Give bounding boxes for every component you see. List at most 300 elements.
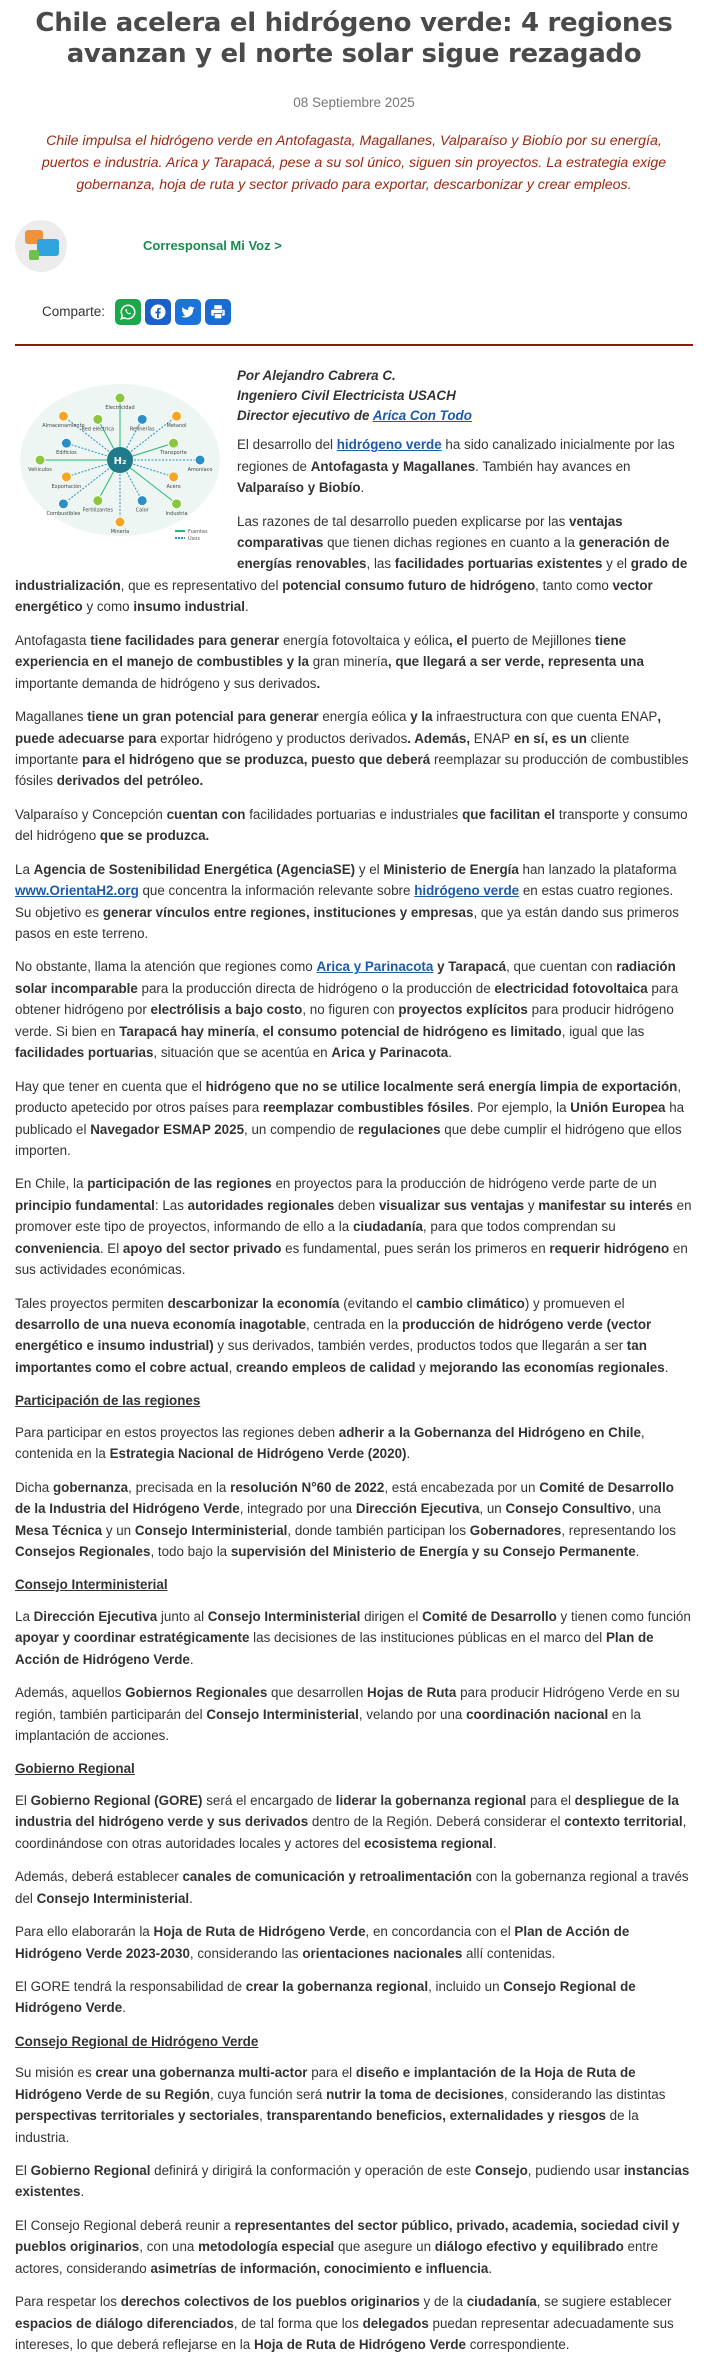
emphasis-text: principio fundamental — [15, 1197, 155, 1213]
body-text: es fundamental, pues serán los primeros en — [281, 1240, 550, 1256]
paragraph — [15, 1076, 693, 1162]
body-text: en promover este tipo de proyectos, informando de ello a la — [15, 1197, 692, 1235]
body-text: , todo bajo la — [150, 1543, 231, 1559]
diagram-node-label: Transporte — [160, 450, 187, 457]
inline-link[interactable]: Arica y Parinacota — [316, 959, 434, 975]
paragraph — [15, 804, 693, 847]
section-heading-gobierno-regional: Gobierno Regional — [15, 1761, 135, 1777]
emphasis-text: autoridades regionales — [187, 1197, 335, 1213]
diagram-node — [61, 472, 71, 482]
paragraph — [15, 859, 693, 945]
diagram-node-label: Exportación — [51, 483, 82, 490]
body-text: ha sido canalizado inicialmente por las regiones de — [237, 437, 675, 474]
diagram-node — [58, 499, 68, 509]
emphasis-text: representantes del sector público, privado, academia, sociedad civil y pueblos originarios — [15, 2217, 680, 2255]
emphasis-text: hidrógeno que no se utilice localmente será energía limpia de exportación — [205, 1078, 678, 1094]
body-text: Hay que tener en cuenta que el — [15, 1078, 206, 1094]
diagram-node — [172, 411, 182, 421]
emphasis-text: facilidades portuarias — [15, 1045, 154, 1061]
body-text: infraestructura con que cuenta ENAP — [436, 709, 658, 725]
emphasis-text: y la — [406, 709, 437, 725]
body-text: Tales proyectos permiten — [15, 1295, 168, 1311]
emphasis-text: Ministerio de Energía — [383, 861, 519, 877]
emphasis-text: para el hidrógeno que se produzca, puesto que deberá — [78, 751, 434, 767]
emphasis-text: Unión Europea — [570, 1100, 666, 1116]
emphasis-text: Hojas de Ruta — [367, 1685, 457, 1701]
emphasis-text: Mesa Técnica — [15, 1522, 103, 1538]
article-date: 08 Septiembre 2025 — [293, 95, 415, 111]
inline-link[interactable]: www.OrientaH2.org — [15, 883, 139, 899]
whatsapp-share-button[interactable] — [115, 299, 141, 325]
diagram-node — [172, 499, 182, 509]
emphasis-text: Gobernadores — [469, 1522, 562, 1538]
body-text: Su misión es — [15, 2065, 96, 2081]
chat-bubble-green-icon — [29, 250, 39, 260]
article-title: Chile acelera el hidrógeno verde: 4 regiones avanzan y el norte solar sigue rezagado — [35, 8, 673, 70]
body-text: , cuya función será — [209, 2086, 327, 2102]
body-text: El Consejo Regional deberá reunir a — [15, 2217, 235, 2233]
facebook-icon — [149, 303, 167, 321]
header-divider — [15, 344, 693, 346]
emphasis-text: mejorando las economías regionales — [429, 1359, 665, 1375]
author-avatar[interactable] — [15, 220, 67, 272]
hydrogen-ecosystem-svg — [15, 372, 225, 548]
emphasis-text: transparentando beneficios, externalidades y riesgos — [266, 2108, 606, 2124]
diagram-legend — [175, 529, 208, 542]
diagram-node-label: Minería — [110, 528, 130, 535]
article-body — [15, 366, 693, 2356]
body-text: , coordinándose con otras autoridades locales y actores del — [15, 1814, 687, 1851]
emphasis-text: Agencia de Sostenibilidad Energética (AgenciaSE) — [33, 861, 356, 877]
emphasis-text: , que llegará a ser verde, representa una — [387, 654, 644, 670]
body-text: que desarrollen — [267, 1685, 368, 1701]
body-text: Magallanes — [15, 709, 84, 725]
emphasis-text: derechos colectivos de los pueblos originarios — [120, 2294, 420, 2310]
diagram-center-label: H₂ — [113, 455, 127, 467]
emphasis-text: electrólisis a bajo costo — [150, 1002, 303, 1018]
byline-org-prefix: Director ejecutivo de — [237, 408, 373, 424]
paragraph — [15, 2215, 693, 2279]
body-text: , igual que las — [561, 1023, 645, 1039]
diagram-node-label: Red eléctrica — [81, 426, 115, 433]
body-text: , centrada en la — [305, 1317, 402, 1333]
emphasis-text: tiene un gran potencial para generar — [83, 709, 323, 725]
body-text: , considerando las distintas — [503, 2086, 666, 2102]
emphasis-text: reemplazar combustibles fósiles — [262, 1100, 470, 1116]
emphasis-text: adherir a la Gobernanza del Hidrógeno en Chile — [338, 1424, 641, 1440]
emphasis-text: coordinación nacional — [466, 1706, 609, 1722]
body-text: . — [448, 1045, 452, 1061]
body-text: ) y promueven el — [524, 1295, 625, 1311]
emphasis-text: derivados del petróleo. — [52, 773, 204, 789]
emphasis-text: Consejo Regional de Hidrógeno Verde — [15, 1978, 636, 2016]
paragraph — [15, 1477, 693, 1563]
body-text: . — [122, 2000, 126, 2016]
body-text: Las razones de tal desarrollo pueden explicarse por las — [237, 513, 569, 529]
emphasis-text: generación de energías renovables — [237, 535, 670, 572]
body-text: . — [635, 1543, 640, 1559]
emphasis-text: Plan de Acción de Hidrógeno Verde 2023-2030 — [15, 1924, 630, 1961]
emphasis-text: cuentan con — [162, 806, 250, 822]
body-text: , — [259, 2108, 267, 2124]
emphasis-text: supervisión del Ministerio de Energía y su Consejo Permanente — [230, 1543, 636, 1559]
body-text: definirá y dirigirá la conformación y operación de este — [150, 2163, 475, 2179]
emphasis-text: perspectivas territoriales y sectoriales — [15, 2108, 260, 2124]
body-text: Para ello elaborarán la — [15, 1924, 154, 1940]
body-text: , donde también participan los — [287, 1522, 470, 1538]
diagram-node-label: Metanol — [166, 423, 187, 430]
body-text: . — [80, 2184, 85, 2200]
body-text: , representando los — [561, 1522, 676, 1538]
emphasis-text: Hoja de Ruta de Hidrógeno Verde — [153, 1924, 366, 1940]
section-heading-consejo-regional: Consejo Regional de Hidrógeno Verde — [15, 2033, 259, 2049]
arica-con-todo-link[interactable]: Arica Con Todo — [372, 408, 472, 424]
emphasis-text: ciudadanía — [466, 2294, 537, 2310]
emphasis-text: grado de industrialización — [15, 556, 688, 593]
article-lead: Chile impulsa el hidrógeno verde en Antofagasta, Magallanes, Valparaíso y Biobío por su energía, puertos e industria. Arica y Tarapacá, pese a su sol único, siguen sin proyectos. La estrategia exige gobernanza, hoja de ruta y sector privado para exportar, descarbonizar y crear empleos. — [41, 132, 667, 193]
body-text: . — [189, 1890, 193, 1906]
body-text: , una — [631, 1501, 661, 1517]
emphasis-text: Gobierno Regional — [30, 2163, 151, 2179]
body-text: y sus derivados, también verdes, productos todos que llegarán a ser — [213, 1338, 627, 1354]
emphasis-text: facilidades portuarias existentes — [394, 556, 603, 572]
facebook-share-button[interactable] — [145, 299, 171, 325]
emphasis-text: Plan de Acción de Hidrógeno Verde — [15, 1630, 654, 1667]
body-text: La — [15, 1608, 34, 1624]
body-text: Dicha — [15, 1479, 53, 1495]
emphasis-text: Dirección Ejecutiva — [355, 1501, 480, 1517]
twitter-share-button[interactable] — [175, 299, 201, 325]
body-text: En Chile, la — [15, 1176, 88, 1192]
body-text: ha publicado el — [15, 1100, 685, 1137]
body-text: y de la — [419, 2294, 467, 2310]
emphasis-text: Tarapacá hay minería — [119, 1023, 256, 1039]
diagram-node — [93, 414, 103, 424]
emphasis-text: Antofagasta y Magallanes — [310, 458, 476, 474]
emphasis-text: desarrollo de una nueva economía inagotable — [15, 1317, 306, 1333]
body-text: Para respetar los — [15, 2294, 121, 2310]
body-text: . El — [99, 1240, 123, 1256]
body-text: que tienen dichas regiones en cuanto a la — [323, 535, 579, 551]
diagram-node — [195, 455, 205, 465]
emphasis-text: Gobierno Regional (GORE) — [30, 1792, 203, 1808]
body-text: exportar hidrógeno y productos derivados — [160, 730, 408, 746]
body-text: correspondiente. — [466, 2337, 570, 2353]
body-text: . — [664, 1359, 669, 1375]
body-text: y — [524, 1197, 539, 1213]
emphasis-text: cambio climático — [416, 1295, 525, 1311]
emphasis-text: Consejo Consultivo — [505, 1501, 632, 1517]
emphasis-text: ventajas comparativas — [237, 513, 623, 551]
author-link[interactable]: Corresponsal Mi Voz > — [143, 237, 282, 253]
print-icon — [209, 303, 227, 321]
body-text: El — [15, 2163, 31, 2179]
diagram-node — [35, 455, 45, 465]
body-text: que debe cumplir el hidrógeno que ellos importen. — [15, 1121, 682, 1158]
emphasis-text: Valparaíso y Biobío — [237, 480, 361, 496]
body-text: entre actores, considerando — [15, 2239, 659, 2276]
body-text: (evitando el — [339, 1295, 417, 1311]
body-text: , producto apetecido por otros países para — [15, 1078, 682, 1116]
body-text: , precisada en la — [128, 1479, 231, 1495]
whatsapp-icon — [119, 303, 137, 321]
emphasis-text: proyectos explícitos — [398, 1002, 528, 1018]
diagram-node — [137, 414, 147, 424]
emphasis-text: contexto territorial — [564, 1814, 683, 1830]
share-label: Comparte: — [42, 304, 106, 320]
emphasis-text: potencial consumo futuro de hidrógeno — [282, 577, 536, 593]
emphasis-text: Gobiernos Regionales — [125, 1685, 268, 1701]
emphasis-text: Dirección Ejecutiva — [33, 1608, 158, 1624]
emphasis-text: Hoja de Ruta de Hidrógeno Verde — [253, 2337, 467, 2353]
paragraph — [15, 2062, 693, 2148]
twitter-icon — [179, 303, 197, 321]
emphasis-text: conveniencia — [15, 1240, 100, 1256]
emphasis-text: asimetrías de información, conocimiento e influencia — [150, 2260, 489, 2276]
body-text: será el encargado de — [202, 1792, 336, 1808]
section-heading-participacion: Participación de las regiones — [15, 1393, 201, 1409]
body-text: , contenida en la — [15, 1424, 645, 1462]
emphasis-text: requerir hidrógeno — [549, 1240, 670, 1256]
body-text: cliente importante — [15, 730, 630, 767]
diagram-node — [169, 438, 179, 448]
body-text: . — [189, 1651, 194, 1667]
body-text: : Las — [154, 1197, 188, 1213]
emphasis-text: apoyar y coordinar estratégicamente — [15, 1630, 250, 1646]
share-row — [42, 296, 693, 328]
body-text: que asegure un — [334, 2239, 435, 2255]
emphasis-text: creando empleos de calidad — [236, 1359, 416, 1375]
body-text: y tienen como función — [556, 1608, 691, 1624]
emphasis-text: en sí, es un — [510, 730, 591, 746]
body-text: puerto de Mejillones — [471, 632, 592, 648]
emphasis-text: descarbonizar la economía — [167, 1295, 340, 1311]
emphasis-text: tan importantes como el cobre actual — [15, 1338, 647, 1375]
body-text: las decisiones de las instituciones públicas en el marco del — [249, 1630, 606, 1646]
body-text: y el — [355, 861, 384, 877]
emphasis-text: Arica y Parinacota — [331, 1045, 449, 1061]
body-text: que concentra la información relevante sobre — [138, 883, 415, 899]
byline-name: Por Alejandro Cabrera C. — [237, 367, 396, 383]
body-text: para producir Hidrógeno Verde en su región, también participarán del — [15, 1685, 680, 1722]
body-text: . — [244, 599, 249, 615]
diagram-node-label: Industria — [165, 510, 188, 517]
body-text: en estas cuatro regiones. Su objetivo es — [15, 883, 674, 920]
body-text: , situación que se acentúa en — [153, 1045, 332, 1061]
emphasis-text: diálogo efectivo y equilibrado — [434, 2239, 624, 2255]
legend-uses: Usos — [188, 535, 200, 542]
paragraph — [15, 2291, 693, 2355]
diagram-node-label: Refinerías — [129, 426, 155, 433]
body-text: allí contenidas. — [462, 1945, 556, 1961]
emphasis-text: liderar la gobernanza regional — [335, 1792, 527, 1808]
body-text: energía fotovoltaica y eólica — [282, 632, 449, 648]
body-text: , considerando las — [189, 1945, 303, 1961]
emphasis-text: el consumo potencial de hidrógeno es limitado — [262, 1023, 562, 1039]
body-text: Además, aquellos — [15, 1685, 126, 1701]
hydrogen-ecosystem-diagram — [15, 372, 225, 548]
body-text: , las — [366, 556, 395, 572]
emphasis-text: Consejo Interministerial — [134, 1522, 288, 1538]
body-text: , con una — [139, 2239, 199, 2255]
diagram-node-label: Vehículos — [28, 466, 52, 473]
diagram-node-label: Acero — [166, 483, 181, 490]
emphasis-text: Comité de Desarrollo de la Industria del Hidrógeno Verde — [15, 1479, 674, 1517]
body-text: Valparaíso y Concepción — [15, 806, 163, 822]
body-text: para la producción directa de hidrógeno o la producción de — [137, 980, 495, 996]
emphasis-text: . Además, — [407, 730, 474, 746]
paragraph — [15, 1790, 693, 1854]
emphasis-text: . — [316, 675, 321, 691]
diagram-node-label: Almacenamiento — [42, 423, 85, 430]
emphasis-text: apoyo del sector privado — [122, 1240, 282, 1256]
body-text: para producir hidrógeno verde. Si bien en — [15, 1002, 674, 1039]
body-text: transporte y consumo del hidrógeno — [15, 806, 688, 844]
body-text: , de tal forma que los — [233, 2315, 363, 2331]
emphasis-text: crear la gobernanza regional — [245, 1978, 429, 1994]
emphasis-text: diseño e implantación de la Hoja de Ruta de Hidrógeno Verde de su Región — [15, 2065, 636, 2102]
body-text: , — [255, 1023, 263, 1039]
body-text: facilidades portuarias e industriales — [249, 806, 459, 822]
body-text: , para que todos comprendan su — [422, 1219, 616, 1235]
emphasis-text: Consejos Regionales — [15, 1543, 151, 1559]
diagram-node-label: Edificios — [56, 450, 77, 457]
paragraph — [15, 1606, 693, 1670]
paragraph — [15, 1293, 693, 1379]
emphasis-text: orientaciones nacionales — [302, 1945, 463, 1961]
body-text: , está encabezada por un — [384, 1479, 540, 1495]
emphasis-text: generar vínculos entre regiones, instituciones y empresas — [102, 904, 474, 920]
body-text: ENAP — [473, 730, 511, 746]
body-text: , — [228, 1359, 237, 1375]
paragraph — [15, 1422, 693, 1465]
emphasis-text: metodología especial — [198, 2239, 335, 2255]
emphasis-text: instancias existentes — [15, 2163, 690, 2200]
inline-link[interactable]: hidrógeno verde — [336, 437, 442, 453]
body-text: junto al — [157, 1608, 208, 1624]
paragraph — [15, 1921, 693, 1964]
body-text: Antofagasta — [15, 632, 87, 648]
body-text: dentro de la Región. Deberá considerar el — [308, 1814, 565, 1830]
body-text: . También hay avances en — [475, 458, 631, 474]
author-row — [15, 218, 693, 274]
body-text: , velando por una — [358, 1706, 467, 1722]
diagram-node — [169, 472, 179, 482]
emphasis-text: resolución N°60 de 2022 — [230, 1479, 385, 1495]
emphasis-text: y Tarapacá — [437, 959, 507, 975]
body-text: , en concordancia con el — [365, 1924, 515, 1940]
body-text: Además, deberá establecer — [15, 1869, 183, 1885]
diagram-node-label: Combustibles — [46, 510, 81, 517]
diagram-node-label: Fertilizantes — [82, 507, 113, 514]
body-text: . — [360, 480, 365, 496]
body-text: para el — [526, 1792, 575, 1808]
body-text: con la gobernanza regional a través del — [15, 1869, 689, 1906]
body-text: y un — [102, 1522, 135, 1538]
body-text: El — [15, 1792, 31, 1808]
emphasis-text: que se produzca. — [96, 828, 210, 844]
diagram-node — [58, 411, 68, 421]
emphasis-text: regulaciones — [357, 1121, 441, 1137]
emphasis-text: Consejo Interministerial — [207, 1608, 361, 1624]
article-page — [0, 8, 708, 2378]
emphasis-text: ecosistema regional — [364, 1835, 493, 1851]
inline-link[interactable]: hidrógeno verde — [414, 883, 520, 899]
emphasis-text: Consejo Interministerial — [36, 1890, 190, 1906]
emphasis-text: Consejo — [474, 2163, 528, 2179]
body-text: en proyectos para la producción de hidrógeno verde parte de un — [271, 1176, 657, 1192]
body-text: , que cuentan con — [506, 959, 617, 975]
paragraph — [15, 2160, 693, 2203]
body-text: , integrado por una — [239, 1501, 356, 1517]
emphasis-text: producción de hidrógeno verde (vector energético e insumo industrial) — [15, 1317, 652, 1354]
body-text: dirigen el — [360, 1608, 423, 1624]
diagram-node-label: Amoníaco — [187, 466, 213, 473]
body-text: para el — [307, 2065, 356, 2081]
body-text: , un — [479, 1501, 506, 1517]
paragraph — [15, 1173, 693, 1280]
paragraph — [15, 1866, 693, 1909]
emphasis-text: delegados — [362, 2315, 429, 2331]
body-text: . — [488, 2260, 493, 2276]
body-text: y — [415, 1359, 430, 1375]
body-text: , no figuren con — [302, 1002, 399, 1018]
body-text: reemplazar su producción de combustibles fósiles — [15, 751, 689, 789]
body-text: , se sugiere establecer — [536, 2294, 672, 2310]
emphasis-text: canales de comunicación y retroalimentación — [182, 1869, 472, 1885]
body-text: No obstante, llama la atención que regiones como — [15, 959, 317, 975]
diagram-node — [137, 496, 147, 506]
byline-role: Ingeniero Civil Electricista USACH — [237, 388, 456, 404]
body-text: , que ya están dando sus primeros pasos en este terreno. — [15, 904, 679, 942]
body-text: , que es representativo del — [120, 577, 283, 593]
paragraph — [15, 706, 693, 792]
body-text: , tanto como — [535, 577, 613, 593]
body-text: de la industria. — [15, 2108, 639, 2145]
body-text: , incluido un — [428, 1978, 504, 1994]
emphasis-text: que facilitan el — [458, 806, 559, 822]
paragraph — [15, 956, 693, 1063]
emphasis-text: Estrategia Nacional de Hidrógeno Verde (2020) — [109, 1446, 407, 1462]
emphasis-text: manifestar su interés — [538, 1197, 673, 1213]
body-text: en sus actividades económicas. — [15, 1240, 688, 1278]
emphasis-text: crear una gobernanza multi-actor — [95, 2065, 308, 2081]
body-text: puedan representar adecuadamente sus intereses, lo que deberá reflejarse en la — [15, 2315, 674, 2353]
emphasis-text: vector energético — [15, 577, 653, 615]
emphasis-text: Navegador ESMAP 2025 — [90, 1121, 245, 1137]
paragraph — [15, 1682, 693, 1746]
paragraph — [15, 1976, 693, 2019]
body-text: Para participar en estos proyectos las regiones deben — [15, 1424, 339, 1440]
emphasis-text: , puede adecuarse para — [15, 709, 662, 746]
body-text: . — [492, 1835, 497, 1851]
emphasis-text: despliegue de la industria del hidrógeno verde y sus derivados — [15, 1792, 679, 1830]
body-text: , un compendio de — [244, 1121, 358, 1137]
diagram-node — [115, 517, 125, 527]
body-text: gran minería — [312, 654, 388, 670]
body-text: La — [15, 861, 34, 877]
paragraph — [15, 630, 693, 694]
diagram-node-label: Calor — [135, 507, 149, 514]
body-text: . Por ejemplo, la — [469, 1100, 571, 1116]
emphasis-text: gobernanza — [52, 1479, 129, 1495]
diagram-node-label: Electricidad — [105, 404, 135, 411]
emphasis-text: ciudadanía — [352, 1219, 423, 1235]
body-text: . — [406, 1446, 411, 1462]
emphasis-text: Comité de Desarrollo — [422, 1608, 557, 1624]
print-button[interactable] — [205, 299, 231, 325]
diagram-node — [93, 496, 103, 506]
